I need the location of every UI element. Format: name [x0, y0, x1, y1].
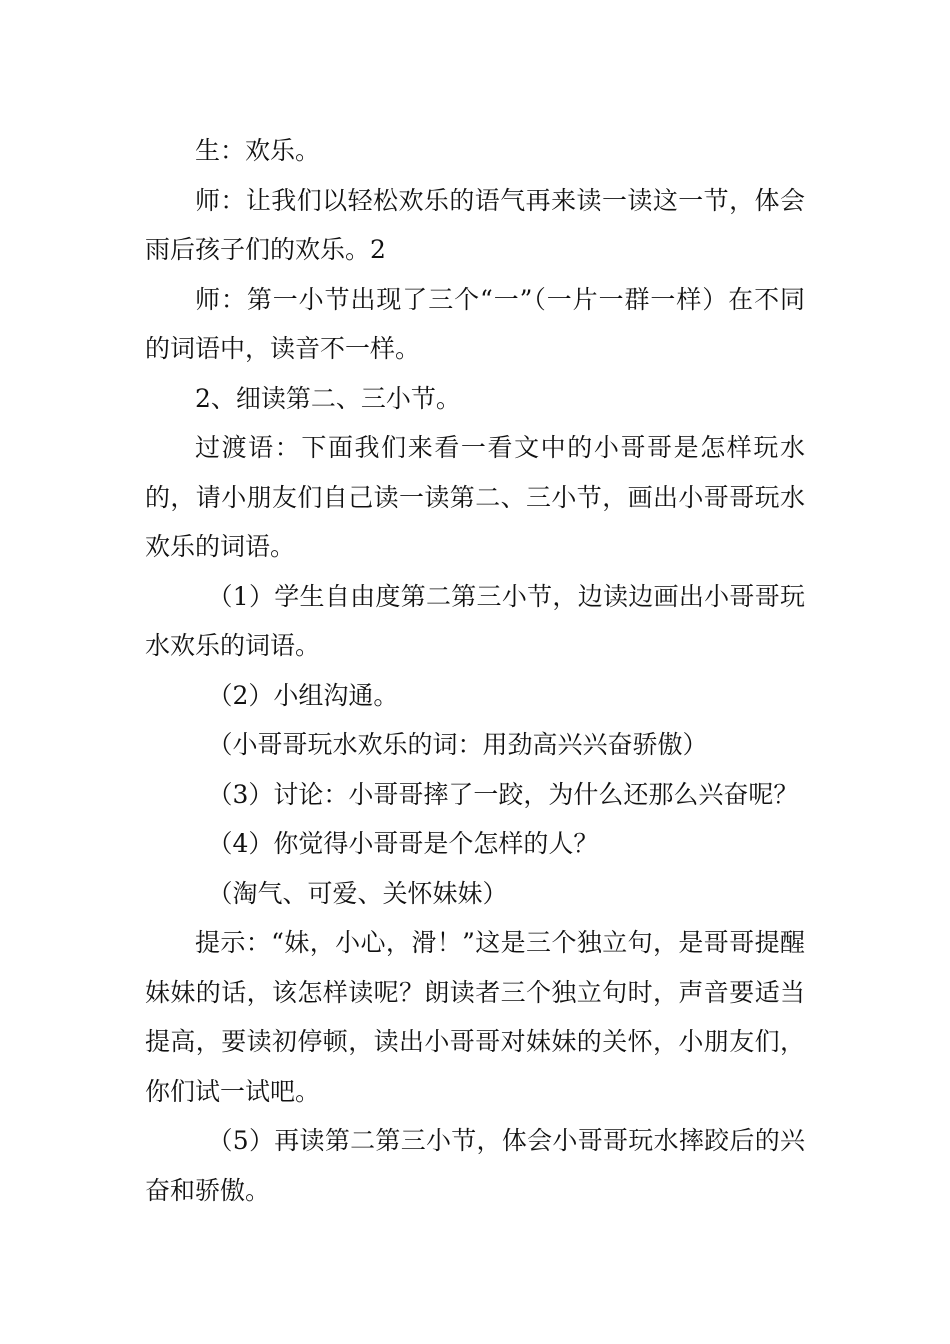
paragraph-transition: 过渡语：下面我们来看一看文中的小哥哥是怎样玩水的，请小朋友们自己读一读第二、三小节，画出小哥哥玩水欢乐的词语。	[145, 433, 805, 561]
paragraph-step-1: （1）学生自由度第二第三小节，边读边画出小哥哥玩水欢乐的词语。	[145, 581, 805, 660]
paragraph-teacher-pronunciation: 师：第一小节出现了三个“一”（一片一群一样）在不同的词语中，读音不一样。	[145, 284, 805, 363]
paragraph-hint: 提示：“妹，小心，滑！”这是三个独立句，是哥哥提醒妹妹的话，该怎样读呢？朗读者三个独立句时，声音要适当提高，要读初停顿，读出小哥哥对妹妹的关怀，小朋友们，你们试一试吧。	[145, 928, 805, 1106]
paragraph-student-answer: 生：欢乐。	[195, 136, 321, 165]
paragraph-step-3: （3）讨论：小哥哥摔了一跤，为什么还那么兴奋呢？	[207, 779, 799, 809]
paragraph-step-2-note: （小哥哥玩水欢乐的词：用劲高兴兴奋骄傲）	[207, 730, 708, 759]
paragraph-step-2: （2）小组沟通。	[207, 680, 399, 710]
paragraph-teacher-read-again: 师：让我们以轻松欢乐的语气再来读一读这一节，体会雨后孩子们的欢乐。2	[145, 185, 805, 264]
paragraph-step-5: （5）再读第二第三小节，体会小哥哥玩水摔跤后的兴奋和骄傲。	[145, 1126, 805, 1205]
paragraph-step-4: （4）你觉得小哥哥是个怎样的人？	[207, 829, 599, 858]
document-page	[145, 126, 805, 1215]
paragraph-section-heading: 2、细读第二、三小节。	[195, 383, 461, 413]
paragraph-step-4-note: （淘气、可爱、关怀妹妹）	[207, 878, 508, 908]
